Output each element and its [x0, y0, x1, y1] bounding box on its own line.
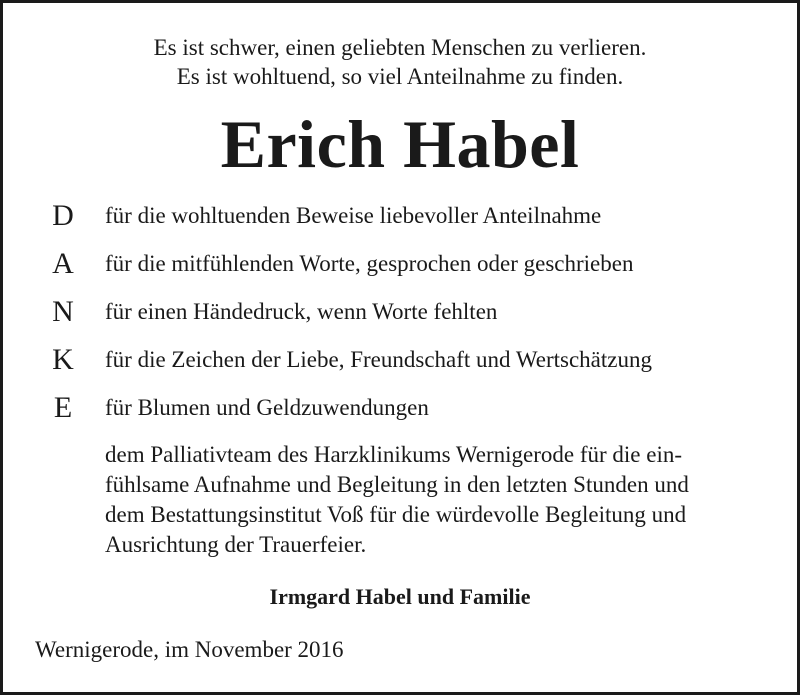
- intro-verse: [3, 33, 797, 91]
- family-signature: Irmgard Habel und Familie: [269, 584, 531, 609]
- intro-line-2: Es ist wohltuend, so viel Anteilnahme zu finden.: [176, 64, 624, 89]
- closing-line-1: dem Palliativteam des Harzklinikums Wernigerode für die ein-: [105, 442, 683, 467]
- acrostic-letter: E: [53, 391, 73, 424]
- danke-acrostic-list: [3, 196, 797, 436]
- place-and-date: Wernigerode, im November 2016: [35, 637, 344, 662]
- closing-line-3: dem Bestattungsinstitut Voß für die würdevolle Begleitung und: [105, 502, 687, 527]
- intro-line-1: Es ist schwer, einen geliebten Menschen zu verlieren.: [153, 35, 647, 60]
- thanks-text: für Blumen und Geldzuwendungen: [105, 395, 429, 420]
- closing-line-2: fühlsame Aufnahme und Begleitung in den letzten Stunden und: [105, 472, 689, 497]
- thanks-text: für einen Händedruck, wenn Worte fehlten: [105, 299, 498, 324]
- thanks-row-n: [3, 292, 797, 340]
- acrostic-letter: A: [52, 247, 74, 280]
- thanks-row-e: [3, 388, 797, 436]
- closing-line-4: Ausrichtung der Trauerfeier.: [105, 532, 367, 557]
- deceased-name: Erich Habel: [220, 106, 580, 182]
- thanks-row-d: [3, 196, 797, 244]
- thanks-text: für die mitfühlenden Worte, gesprochen oder geschrieben: [105, 251, 634, 276]
- thanks-text: für die wohltuenden Beweise liebevoller Anteilnahme: [105, 203, 602, 228]
- thanks-row-k: [3, 340, 797, 388]
- thanks-text: für die Zeichen der Liebe, Freundschaft und Wertschätzung: [105, 347, 652, 372]
- thanks-row-a: [3, 244, 797, 292]
- closing-paragraph: [105, 440, 773, 560]
- acrostic-letter: N: [52, 295, 74, 328]
- acrostic-letter: K: [52, 343, 74, 376]
- acrostic-letter: D: [52, 199, 74, 232]
